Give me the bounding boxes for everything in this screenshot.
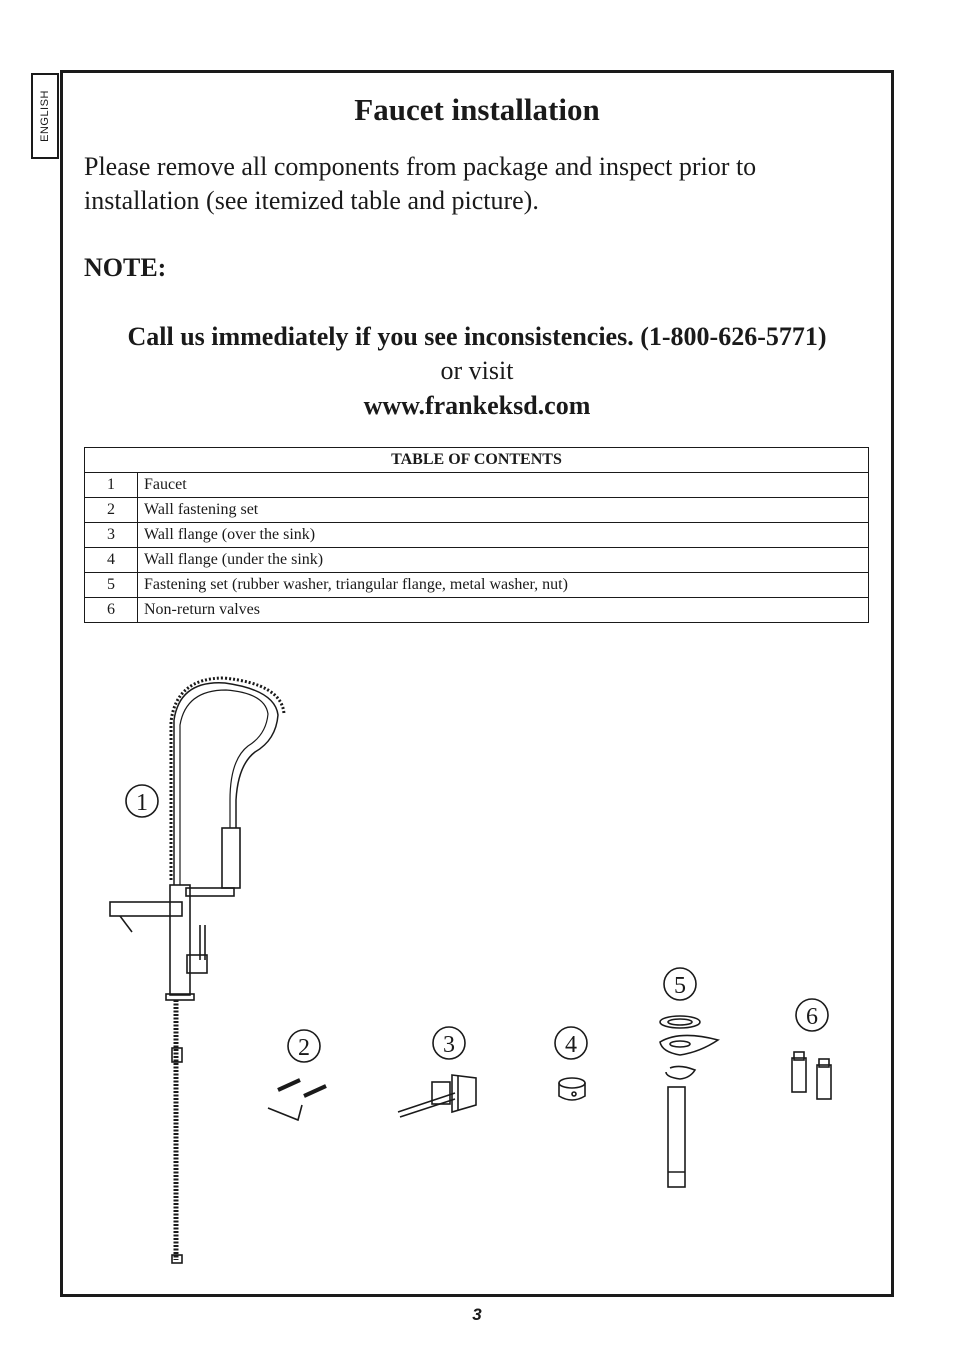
- note-label: NOTE:: [84, 253, 167, 282]
- fastening-set-drawing: [660, 1016, 718, 1187]
- row-item: Fastening set (rubber washer, triangular flange, metal washer, nut): [138, 573, 869, 598]
- page-title: Faucet installation: [354, 92, 600, 127]
- table-row: [85, 498, 869, 523]
- figure-label-6: 6: [806, 1004, 818, 1030]
- wall-fastening-set-drawing: [268, 1080, 326, 1120]
- row-number: 1: [85, 473, 138, 498]
- figure-label-4: 4: [565, 1032, 577, 1058]
- row-number: 2: [85, 498, 138, 523]
- row-item: Non-return valves: [138, 598, 869, 623]
- row-number: 5: [85, 573, 138, 598]
- figure-label-5: 5: [674, 973, 686, 999]
- or-visit-text: or visit: [440, 356, 514, 385]
- language-label: ENGLISH: [39, 90, 51, 142]
- table-row: [85, 548, 869, 573]
- table-header: TABLE OF CONTENTS: [85, 448, 869, 473]
- figure-label-2: 2: [298, 1035, 310, 1061]
- row-number: 3: [85, 523, 138, 548]
- wall-flange-under-sink-drawing: [559, 1078, 585, 1100]
- row-item: Faucet: [138, 473, 869, 498]
- components-illustration: [62, 640, 892, 1290]
- table-row: [85, 523, 869, 548]
- table-row: [85, 598, 869, 623]
- contents-table: [84, 447, 869, 623]
- row-item: Wall flange (under the sink): [138, 548, 869, 573]
- non-return-valves-drawing: [792, 1052, 831, 1099]
- figure-label-1: 1: [136, 790, 148, 816]
- table-row: [85, 573, 869, 598]
- row-number: 4: [85, 548, 138, 573]
- website-link[interactable]: www.frankeksd.com: [363, 391, 591, 420]
- page-number: 3: [472, 1305, 482, 1324]
- call-notice: Call us immediately if you see inconsistencies. (1-800-626-5771): [127, 322, 827, 351]
- figure-label-3: 3: [443, 1032, 455, 1058]
- table-row: [85, 473, 869, 498]
- row-item: Wall fastening set: [138, 498, 869, 523]
- faucet-drawing: [110, 678, 284, 1263]
- row-item: Wall flange (over the sink): [138, 523, 869, 548]
- intro-paragraph: Please remove all components from package and inspect prior to installation (see itemized table and picture).: [84, 152, 757, 215]
- row-number: 6: [85, 598, 138, 623]
- wall-flange-over-sink-drawing: [398, 1075, 476, 1117]
